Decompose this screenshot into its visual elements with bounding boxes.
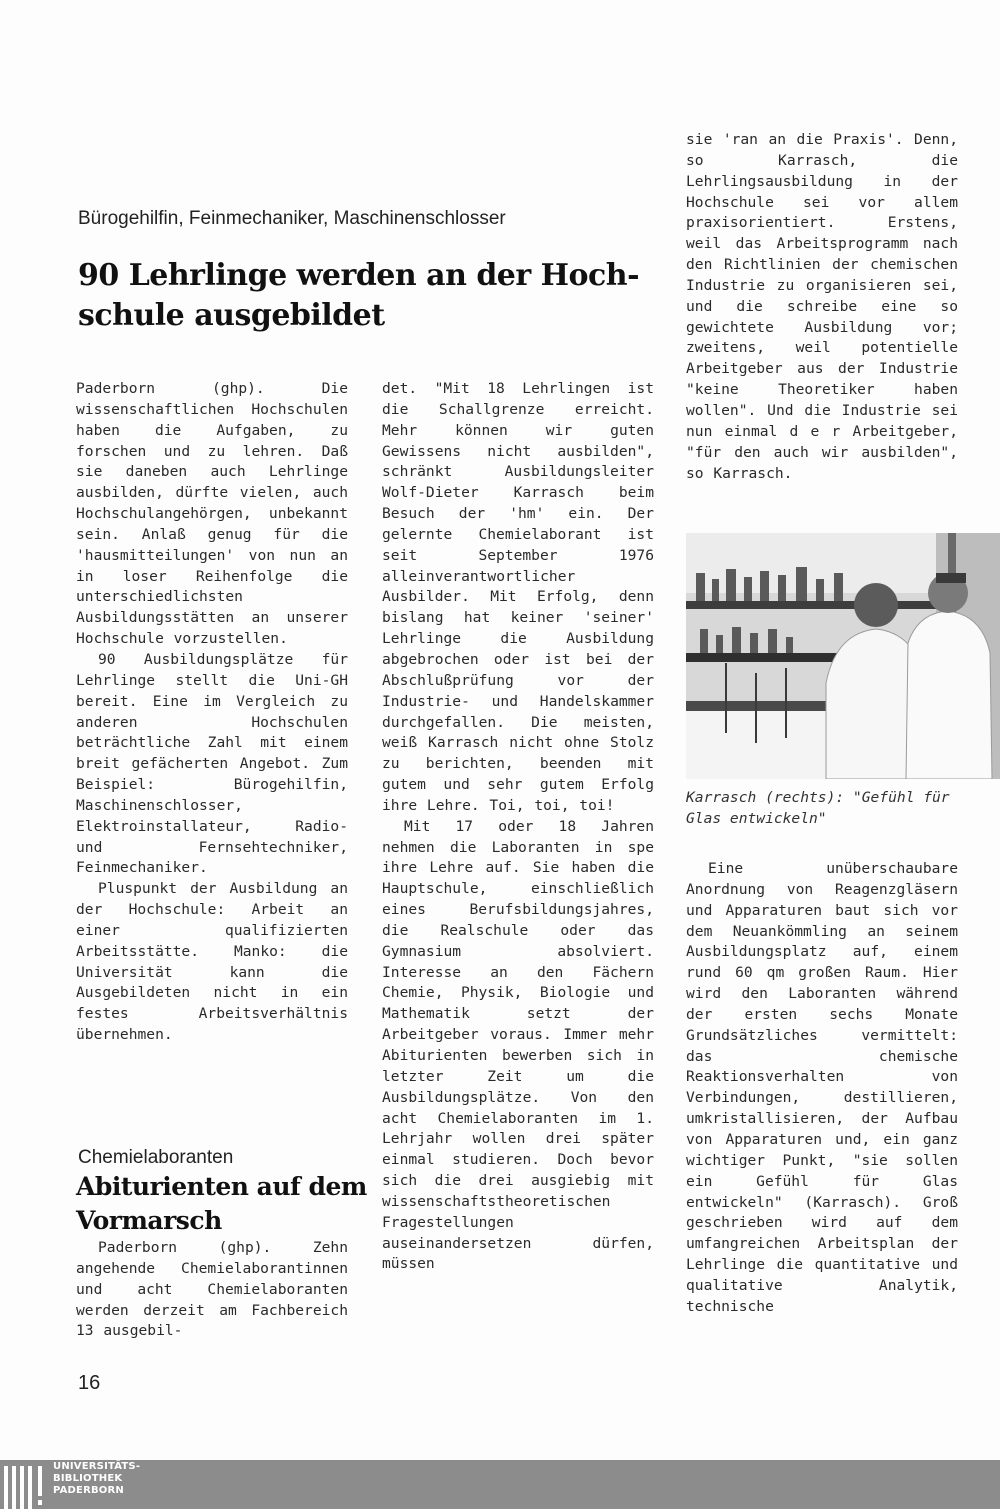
subhead-line-2: Vormarsch: [76, 1206, 222, 1235]
second-article-kicker: Chemielaboranten: [78, 1147, 234, 1168]
headline-line-1: 90 Lehrlinge werden an der Hoch-: [78, 258, 640, 293]
column-3-top: [686, 130, 958, 484]
article-kicker: Bürogehilfin, Feinmechaniker, Maschinenschlosser: [78, 208, 506, 229]
lab-photo-illustration: [686, 533, 1000, 779]
library-name-line-2: BIBLIOTHEK: [53, 1473, 123, 1484]
lab-photo: [686, 533, 1000, 779]
page-number: 16: [78, 1372, 101, 1394]
library-footer: [0, 1460, 1000, 1509]
column-3-bottom: [686, 859, 958, 1318]
column-1-top: [76, 379, 348, 1046]
second-article-headline: [76, 1170, 376, 1238]
library-name-line-3: PADERBORN: [53, 1485, 124, 1496]
paragraph-pluspunkt: Pluspunkt der Ausbildung an der Hochschule: Arbeit an einer qualifizierten Arbeitsstätte. Manko: die Universität kann die Ausgebildeten nicht in ein festes Arbeitsverhältnis übernehmen.: [76, 880, 348, 1044]
headline-line-2: schule ausgebildet: [78, 298, 385, 333]
paragraph-laboranten: Mit 17 oder 18 Jahren nehmen die Laboranten in spe ihre Lehre auf. Sie haben die Hauptschule, einschließlich eines Berufsbildungsjahres, die Realschule oder das Gymnasium absolviert. Interesse an den Fächern Chemie, Physik, Biologie und Mathematik setzt der Arbeitgeber voraus. Immer mehr Abiturienten bewerben sich in letzter Zeit um die Ausbildungsplätze. Von den acht Chemielaboranten im 1. Lehrjahr wollen drei später einmal studieren. Doch bevor sich die drei ausgiebig mit wissenschaftstheoretischen Fragestellungen auseinandersetzen dürfen, müssen: [382, 817, 654, 1273]
library-name-line-1: UNIVERSITÄTS-: [53, 1461, 141, 1472]
article-headline: [78, 256, 658, 336]
paragraph-anordnung: Eine unüberschaubare Anordnung von Reagenzgläsern und Apparaturen baut sich vor dem Neuankömmling an seinem Ausbildungsplatz auf, einem rund 60 qm großen Raum. Hier wird den Laboranten während der ersten sechs Monate Grundsätzliches vermittelt: das chemische Reaktionsverhalten von Verbindungen, destillieren, umkristallisieren, der Aufbau von Apparaturen und, ein ganz wichtiger Punkt, "sie sollen ein Gefühl für Glas entwickeln" (Karrasch). Groß geschrieben wird auf dem umfangreichen Arbeitsplan der Lehrlinge die quantitative und qualitative Analytik, technische: [686, 860, 958, 1315]
column-1-bottom: [76, 1238, 348, 1342]
library-logo-icon: [2, 1460, 46, 1509]
paragraph-praxis: sie 'ran an die Praxis'. Denn, so Karrasch, die Lehrlingsausbildung in der Hochschule sei vor allem praxisorientiert. Erstens, weil das Arbeitsprogramm nach den Richtlinien der chemischen Industrie zu organisieren sei, und die schreibe eine so gewichtete Ausbildung vor; zweitens, weil potentielle Arbeitgeber aus der Industrie "keine Theoretiker haben wollen". Und die Industrie sei nun einmal d e r Arbeitgeber, "für den auch wir ausbilden", so Karrasch.: [686, 131, 958, 482]
subhead-line-1: Abiturienten auf dem: [76, 1172, 367, 1201]
library-name: [53, 1461, 140, 1497]
paragraph-intro: Paderborn (ghp). Die wissenschaftlichen Hochschulen haben die Aufgaben, zu forschen und zu lehren. Daß sie daneben auch Lehrlinge ausbilden, dürfte vielen, auch Hochschulangehörgen, unbekannt sein. Anlaß genug für die 'hausmitteilungen' von nun an in loser Reihenfolge die unterschiedlichsten Ausbildungsstätten an unserer Hochschule vorzustellen.: [76, 380, 348, 648]
column-2: [382, 379, 654, 1275]
paragraph-ausbildungsplaetze: 90 Ausbildungsplätze für Lehrlinge stellt die Uni-GH bereit. Eine im Vergleich zu anderen Hochschulen beträchtliche Zahl mit einem breit gefächerten Angebot. Zum Beispiel: Bürogehilfin, Maschinenschlosser, Elektroinstallateur, Radio- und Fernsehtechniker, Feinmechaniker.: [76, 650, 348, 877]
paragraph-schallgrenze: det. "Mit 18 Lehrlingen ist die Schallgrenze erreicht. Mehr können wir guten Gewissens nicht ausbilden", schränkt Ausbildungsleiter Wolf-Dieter Karrasch beim Besuch der 'hm' ein. Der gelernte Chemielaborant ist seit September 1976 alleinverantwortlicher Ausbilder. Mit Erfolg, denn bislang hat keiner 'seiner' Lehrlinge die Ausbildung abgebrochen oder ist bei der Abschlußprüfung vor der Industrie- und Handelskammer durchgefallen. Die meisten, weiß Karrasch nicht ohne Stolz zu berichten, beenden mit gutem und sehr gutem Erfolg ihre Lehre. Toi, toi, toi!: [382, 380, 654, 814]
photo-caption: Karrasch (rechts): "Gefühl für Glas entwickeln": [686, 789, 950, 827]
paragraph-chemie-intro: Paderborn (ghp). Zehn angehende Chemielaborantinnen und acht Chemielaboranten werden derzeit am Fachbereich 13 ausgebil-: [76, 1239, 348, 1340]
